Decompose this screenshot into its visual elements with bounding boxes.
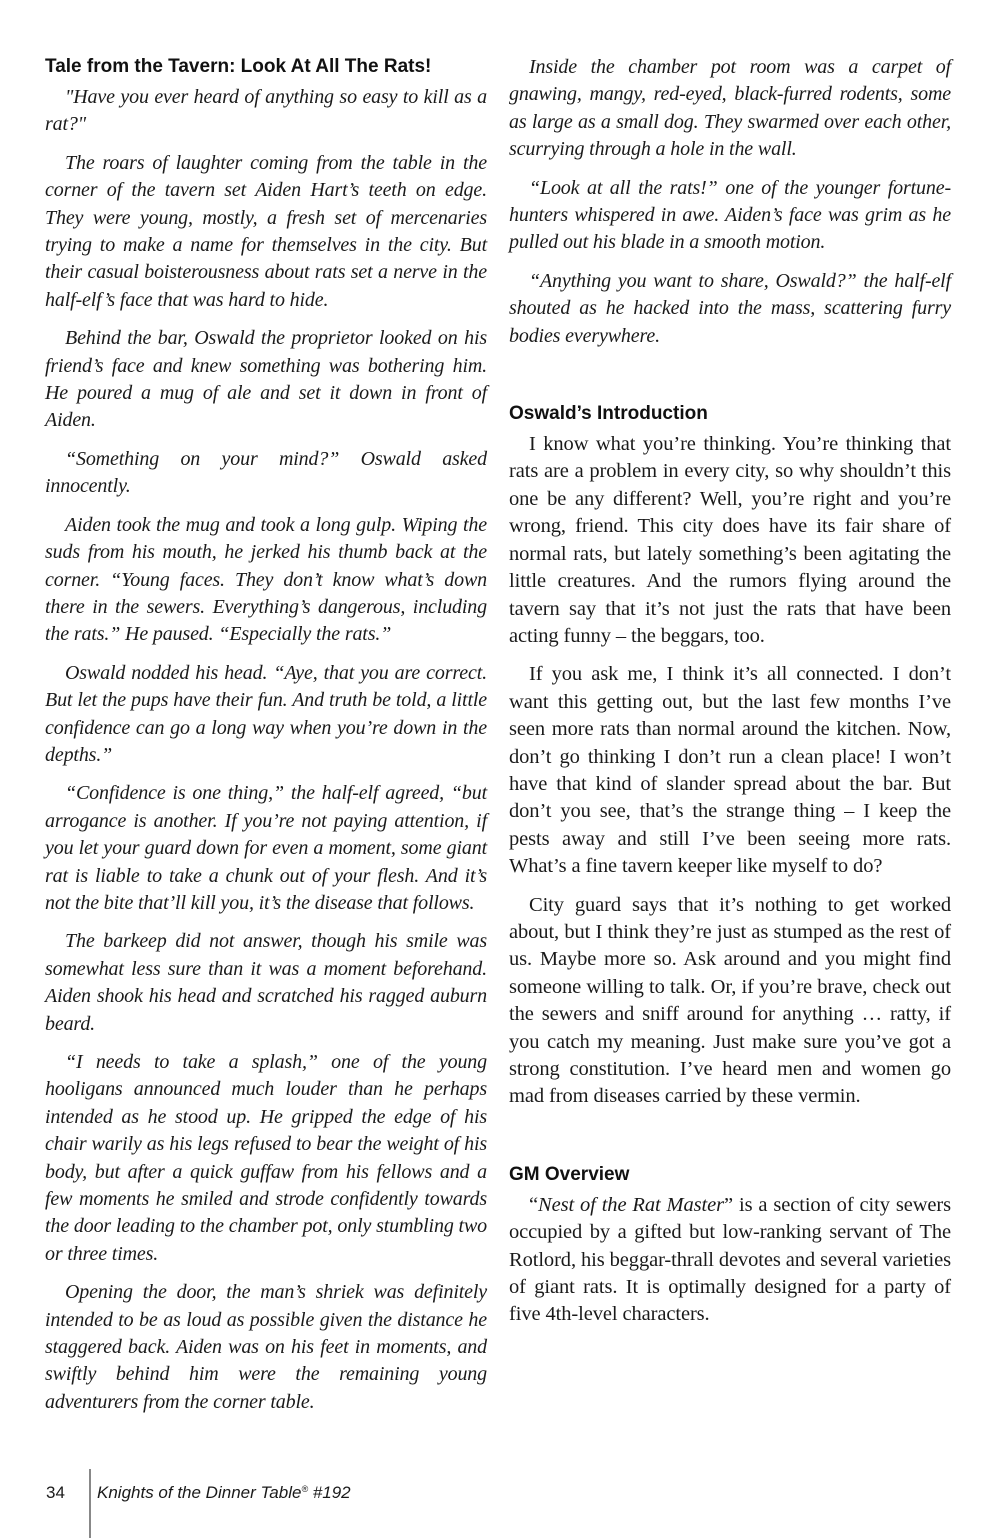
story-paragraph: Inside the chamber pot room was a carpet of gnawing, mangy, red-eyed, black-furred rodents, some as large as a small dog. They swarmed over each other, scurrying through a hole in the wall. bbox=[509, 56, 951, 161]
intro-paragraph: I know what you’re thinking. You’re thinking that rats are a problem in every city, so why shouldn’t this one be any different? Well, you’re right and you’re wrong, friend. This city does have its fair share of normal rats, but lately something’s been agitating the little creatures. And the rumors flying around the tavern say that it’s not just the rats that have been acting funny – the beggars, too. bbox=[509, 433, 951, 647]
tale-body bbox=[45, 84, 487, 1416]
intro-paragraph: If you ask me, I think it’s all connected. I don’t want this getting out, but the last few months I’ve seen more rats than normal around the kitchen. Now, don’t go thinking I don’t run a clean place! I won’t have that kind of slander spread about the bar. But don’t you see, that’s the strange thing – I keep the pests away and still I’ve been seeing more rats. What’s a fine tavern keeper like myself to do? bbox=[509, 663, 951, 878]
story-paragraph: The barkeep did not answer, though his smile was somewhat less sure than it was a moment beforehand. Aiden shook his head and scratched his ragged auburn beard. bbox=[45, 930, 487, 1035]
story-paragraph: “Look at all the rats!” one of the younger fortune-hunters whispered in awe. Aiden’s face was grim as he pulled out his blade in a smooth motion. bbox=[509, 176, 951, 254]
issue-number: #192 bbox=[308, 1483, 351, 1502]
story-paragraph: Opening the door, the man’s shriek was definitely intended to be as loud as possible given the distance he staggered back. Aiden was on his feet in moments, and swiftly behind him were the remaining young adventurers from the corner table. bbox=[45, 1281, 487, 1413]
page-number: 34 bbox=[46, 1483, 65, 1502]
footer-divider bbox=[89, 1469, 91, 1538]
tale-heading: Tale from the Tavern: Look At All The Rats! bbox=[45, 56, 432, 77]
story-paragraph: Aiden took the mug and took a long gulp. Wiping the suds from his mouth, he jerked his thumb back at the corner. “Young faces. They don’t know what’s down there in the sewers. Everything’s dangerous, including the rats.” He paused. “Especially the rats.” bbox=[45, 513, 487, 646]
left-column bbox=[45, 54, 487, 1427]
registered-mark: ® bbox=[301, 1484, 309, 1494]
tale-continuation bbox=[509, 54, 951, 350]
story-paragraph: "Have you ever heard of anything so easy to kill as a rat?" bbox=[45, 86, 487, 136]
publication-title bbox=[97, 1483, 351, 1503]
intro-body bbox=[509, 431, 951, 1111]
gm-overview-body bbox=[509, 1192, 951, 1329]
publication-name: Knights of the Dinner Table bbox=[97, 1483, 302, 1502]
story-paragraph: “Something on your mind?” Oswald asked innocently. bbox=[45, 447, 487, 498]
story-paragraph: Oswald nodded his head. “Aye, that you are correct. But let the pups have their fun. And truth be told, a little confidence can go a long way when you’re down in the depths.” bbox=[45, 661, 487, 766]
gm-overview-text: ” is a section of city sewers occupied by a gifted but low-ranking servant of The Rotlord, his beggar-thrall devotes and several varieties of giant rats. It is optimally designed for a party of five 4th-level characters. bbox=[509, 1193, 952, 1326]
story-paragraph: Behind the bar, Oswald the proprietor looked on his friend’s face and knew something was bothering him. He poured a mug of ale and set it down in front of Aiden. bbox=[45, 327, 487, 432]
intro-paragraph: City guard says that it’s nothing to get worked about, but I think they’re just as stumped as the rest of us. Maybe more so. Ask around and you might find someone willing to talk. Or, if you’re brave, check out the sewers and sniff around for anything … ratty, if you catch my meaning. Just make sure you’ve got a strong constitution. I’ve heard men and women go mad from diseases carried by these vermin. bbox=[509, 893, 951, 1108]
intro-heading: Oswald’s Introduction bbox=[509, 403, 708, 425]
gm-overview-paragraph bbox=[509, 1192, 951, 1329]
open-quote: “ bbox=[529, 1193, 538, 1216]
story-paragraph: “Confidence is one thing,” the half-elf agreed, “but arrogance is another. If you’re not paying attention, if you let your guard down for even a moment, some giant rat is liable to take a chunk out of your flesh. And it’s not the bite that’ll kill you, it’s the disease that follows. bbox=[45, 782, 487, 914]
right-column bbox=[509, 54, 951, 1340]
story-paragraph: “I needs to take a splash,” one of the young hooligans announced much louder than he perhaps intended as he stood up. He gripped the edge of his chair warily as his legs refused to bear the weight of his body, but after a quick guffaw from his fellows and a few moments he smiled and strode confidently towards the door leading to the chamber pot, only stumbling two or three times. bbox=[45, 1051, 487, 1265]
story-paragraph: “Anything you want to share, Oswald?” the half-elf shouted as he hacked into the mass, scattering furry bodies everywhere. bbox=[509, 269, 951, 347]
story-paragraph: The roars of laughter coming from the table in the corner of the tavern set Aiden Hart’s teeth on edge. They were young, mostly, a fresh set of mercenaries trying to make a name for themselves in the city. But their casual boisterousness about rats set a nerve in the half-elf’s face that was hard to hide. bbox=[45, 151, 487, 311]
gm-overview-heading: GM Overview bbox=[509, 1163, 630, 1185]
page-footer bbox=[0, 1455, 994, 1538]
adventure-title: Nest of the Rat Master bbox=[538, 1193, 725, 1216]
